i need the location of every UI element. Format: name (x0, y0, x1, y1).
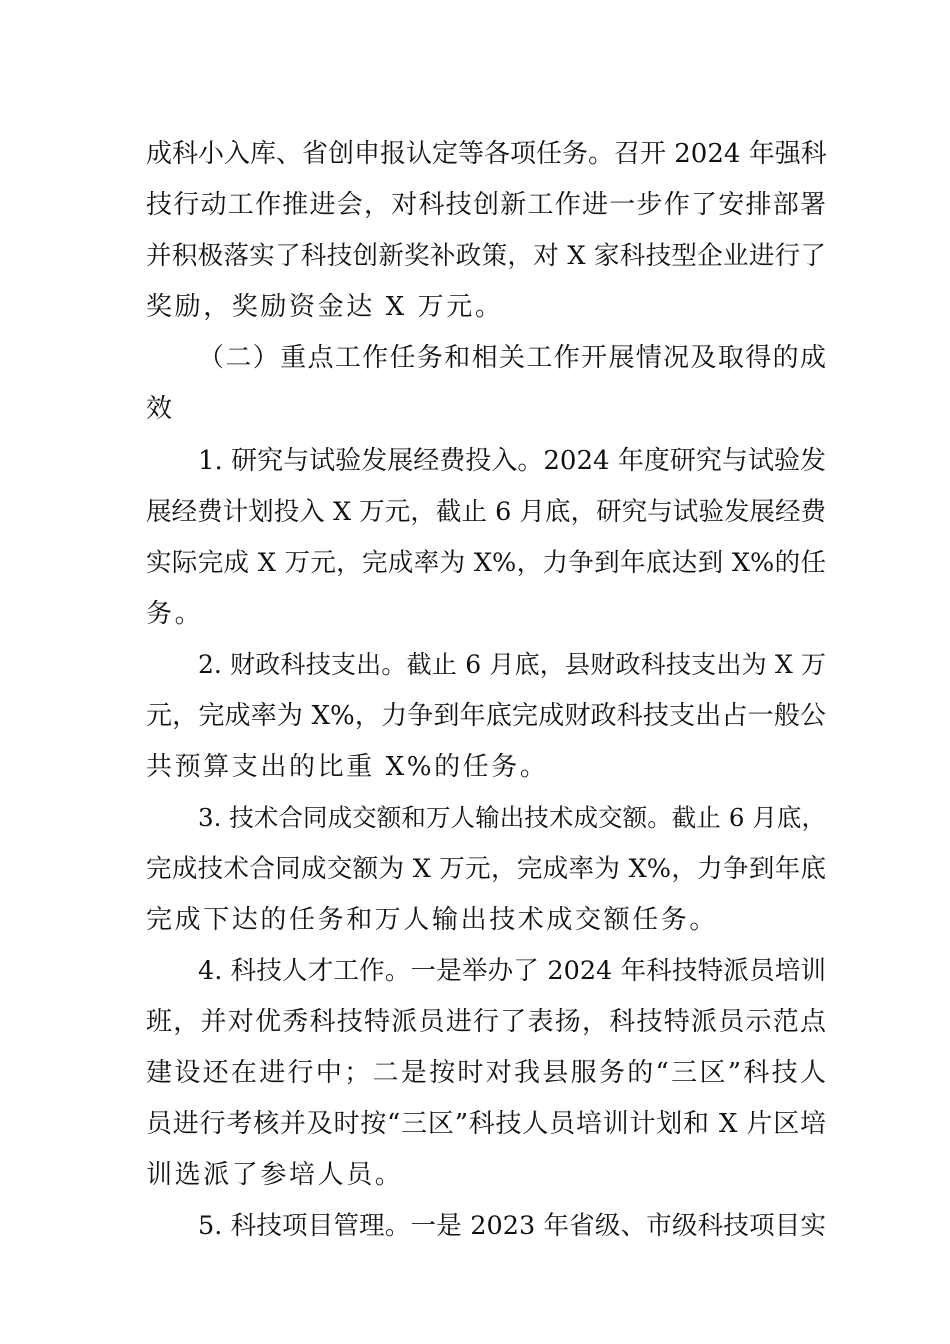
text-line: 2. 财政科技支出。截止 6 月底，县财政科技支出为 X 万 (198, 650, 826, 679)
text-line: 3. 技术合同成交额和万人输出技术成交额。截止 6 月底， (198, 803, 826, 832)
text-line: 务。 (146, 599, 204, 629)
section-heading: （二）重点工作任务和相关工作开展情况及取得的成 (198, 343, 826, 373)
section-heading-continuation: 效 (146, 394, 175, 424)
text-line: 成科小入库、省创申报认定等各项任务。召开 2024 年强科 (146, 139, 827, 169)
text-line: 元，完成率为 X%，力争到年底完成财政科技支出占一般公 (146, 701, 826, 731)
text-line: 奖励，奖励资金达 X 万元。 (146, 292, 504, 322)
text-line: 完成技术合同成交额为 X 万元，完成率为 X%，力争到年底 (146, 854, 826, 884)
text-line: 展经费计划投入 X 万元，截止 6 月底，研究与试验发展经费 (146, 497, 826, 527)
text-line: 4. 科技人才工作。一是举办了 2024 年科技特派员培训 (198, 956, 826, 986)
text-line: 实际完成 X 万元，完成率为 X%，力争到年底达到 X%的任 (146, 548, 826, 578)
text-line: 建设还在进行中；二是按时对我县服务的“三区”科技人 (146, 1058, 826, 1088)
text-line: 共预算支出的比重 X%的任务。 (146, 752, 549, 782)
text-line: 技行动工作推进会，对科技创新工作进一步作了安排部署 (146, 190, 826, 220)
text-line: 并积极落实了科技创新奖补政策，对 X 家科技型企业进行了 (146, 241, 826, 271)
text-line: 班，并对优秀科技特派员进行了表扬，科技特派员示范点 (146, 1007, 826, 1037)
text-line: 完成下达的任务和万人输出技术成交额任务。 (146, 905, 719, 935)
text-line: 员进行考核并及时按“三区”科技人员培训计划和 X 片区培 (146, 1109, 826, 1139)
text-line: 1. 研究与试验发展经费投入。2024 年度研究与试验发 (198, 446, 826, 476)
text-line: 训选派了参培人员。 (146, 1160, 404, 1190)
text-line: 5. 科技项目管理。一是 2023 年省级、市级科技项目实 (198, 1211, 826, 1241)
